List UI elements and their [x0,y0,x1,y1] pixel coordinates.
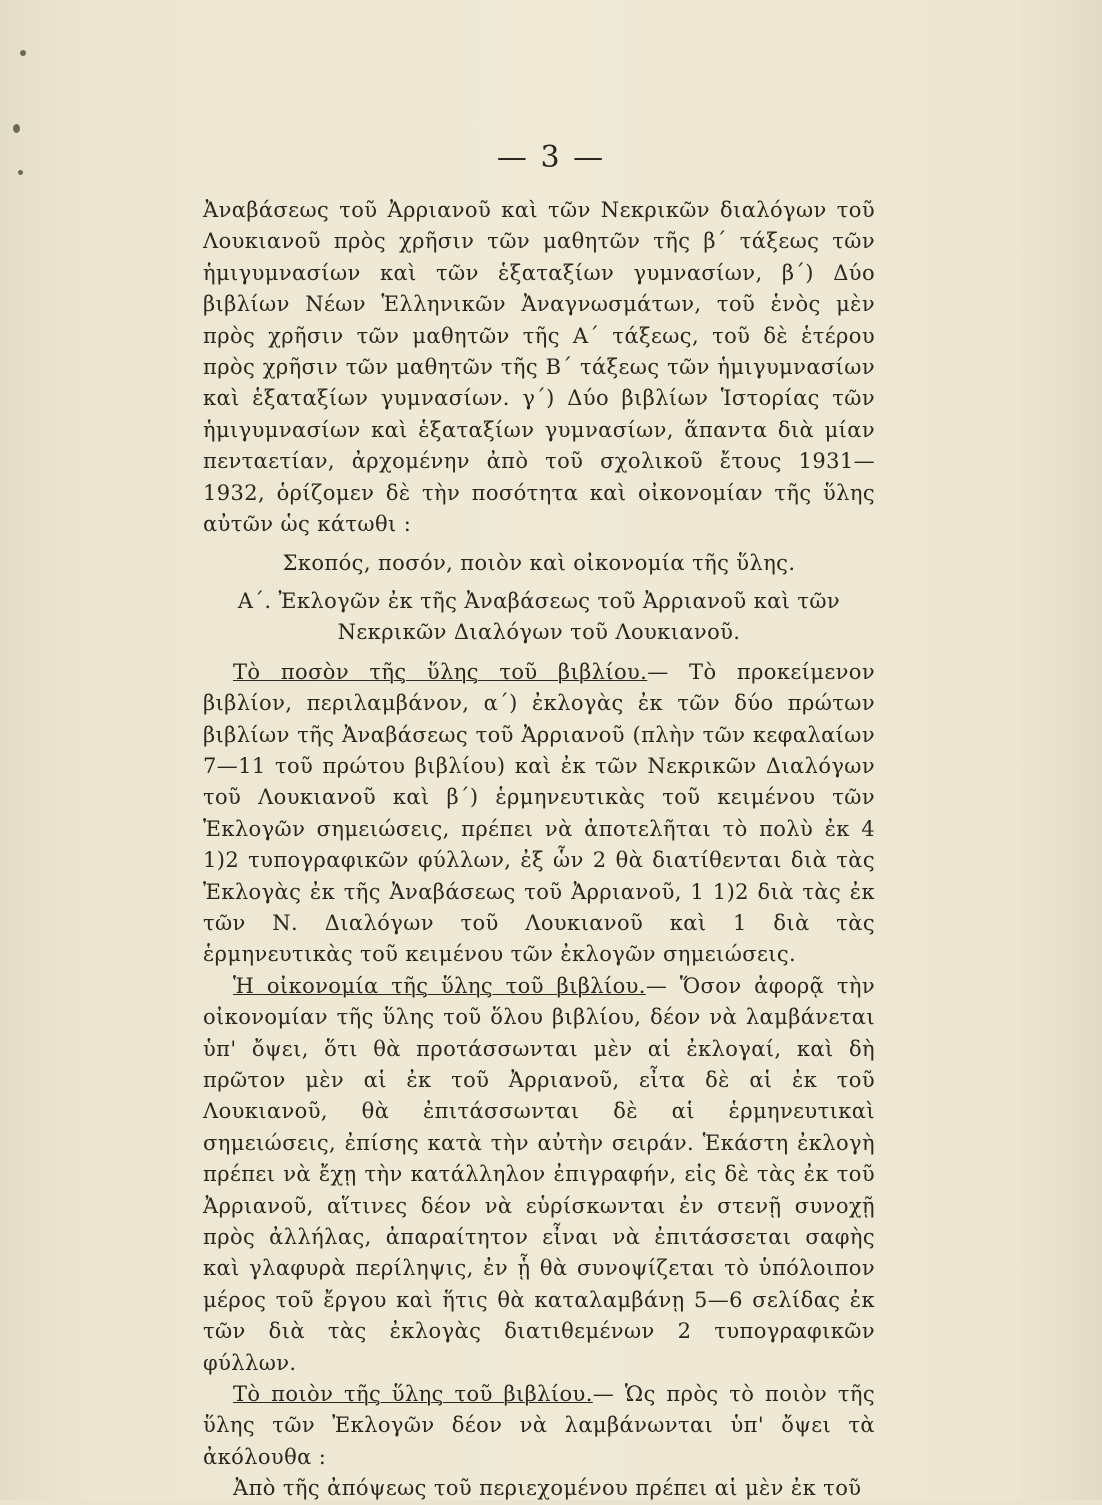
subsection-quantity [203,657,875,971]
intro-paragraph: Ἀναβάσεως τοῦ Ἀρριανοῦ καὶ τῶν Νεκρικῶν διαλόγων τοῦ Λουκιανοῦ πρὸς χρῆσιν τῶν μαθητῶν τῆς β΄ τάξεως τῶν ἡμιγυμνασίων καὶ τῶν ἑξαταξίων γυμνασίων, β΄) Δύο βιβλίων Νέων Ἑλληνικῶν Ἀναγνωσμάτων, τοῦ ἑνὸς μὲν πρὸς χρῆσιν τῶν μαθητῶν τῆς Α΄ τάξεως, τοῦ δὲ ἑτέρου πρὸς χρῆσιν τῶν μαθητῶν τῆς Β΄ τάξεως τῶν ἡμιγυμνασίων καὶ ἑξαταξίων γυμνασίων. γ΄) Δύο βιβλίων Ἱστορίας τῶν ἡμιγυμνασίων καὶ ἑξαταξίων γυμνασίων, ἅπαντα διὰ μίαν πενταετίαν, ἀρχομένην ἀπὸ τοῦ σχολικοῦ ἔτους 1931—1932, ὁρίζομεν δὲ τὴν ποσότητα καὶ οἰκονομίαν τῆς ὕλης αὐτῶν ὡς κάτωθι : [203,198,875,537]
subsection-text: — Ὅσον ἀφορᾷ τὴν οἰκονομίαν τῆς ὕλης τοῦ ὅλου βιβλίου, δέον νὰ λαμβάνεται ὑπ' ὄψει, ὅτι θὰ προτάσσωνται μὲν αἱ ἐκλογαί, καὶ δὴ πρῶτον μὲν αἱ ἐκ τοῦ Ἀρριανοῦ, εἶτα δὲ αἱ ἐκ τοῦ Λουκιανοῦ, θὰ ἐπιτάσσωνται δὲ αἱ ἑρμηνευτικαὶ σημειώσεις, ἐπίσης κατὰ τὴν αὐτὴν σειράν. Ἑκάστη ἐκλογὴ πρέπει νὰ ἔχῃ τὴν κατάλληλον ἐπιγραφήν, εἰς δὲ τὰς ἐκ τοῦ Ἀρριανοῦ, αἵτινες δέον νὰ εὑρίσκωνται ἐν στενῇ συνοχῇ πρὸς ἀλλήλας, ἀπαραίτητον εἶναι νὰ ἐπιτάσσεται σαφὴς καὶ γλαφυρὰ περίληψις, ἐν ᾗ θὰ συνοψίζεται τὸ ὑπόλοιπον μέρος τοῦ ἔργου καὶ ἥτις θὰ καταλαμβάνῃ 5—6 σελίδας ἐκ τῶν διὰ τὰς ἐκλογὰς διατιθεμένων 2 τυπογραφικῶν φύλλων. [203,973,875,1375]
body-text [203,195,875,1505]
subsection-lead: Τὸ ποσὸν τῆς ὕλης τοῦ βιβλίου. [233,659,648,684]
binding-hole-mark [13,124,20,133]
subsection-lead: Τὸ ποιὸν τῆς ὕλης τοῦ βιβλίου. [233,1382,593,1407]
subsection-quality [203,1379,875,1473]
subsection-text: — Ὡς πρὸς τὸ ποιὸν τῆς ὕλης τῶν Ἐκλογῶν δέον νὰ λαμβάνωνται ὑπ' ὄψει τὰ ἀκόλουθα : [203,1382,875,1469]
section-title: Σκοπός, ποσόν, ποιὸν καὶ οἰκονομία τῆς ὕλης. [282,551,796,576]
binding-hole-mark [20,50,26,56]
subsection-text: — Τὸ προκείμενον βιβλίον, περιλαμβάνον, α΄) ἐκλογὰς ἐκ τῶν δύο πρώτων βιβλίων τῆς Ἀναβάσεως τοῦ Ἀρριανοῦ (πλὴν τῶν κεφαλαίων 7—11 τοῦ πρώτου βιβλίου) καὶ ἐκ τῶν Νεκρικῶν Διαλόγων τοῦ Λουκιανοῦ καὶ β΄) ἑρμηνευτικὰς τοῦ κειμένου τῶν Ἐκλογῶν σημειώσεις, πρέπει νὰ ἀποτελῆται τὸ πολὺ ἐκ 4 1)2 τυπογραφικῶν φύλλων, ἐξ ὧν 2 θὰ διατίθενται διὰ τὰς Ἐκλογὰς ἐκ τῆς Ἀναβάσεως τοῦ Ἀρριανοῦ, 1 1)2 διὰ τὰς ἐκ τῶν Ν. Διαλόγων τοῦ Λουκιανοῦ καὶ 1 διὰ τὰς ἑρμηνευτικὰς τοῦ κειμένου τῶν ἐκλογῶν σημειώσεις. [203,659,875,967]
subsection-economy [203,971,875,1379]
subsection-lead: Ἡ οἰκονομία τῆς ὕλης τοῦ βιβλίου. [233,973,646,998]
page-number: — 3 — [496,140,606,175]
last-line: Ἀπὸ τῆς ἀπόψεως τοῦ περιεχομένου πρέπει αἱ μὲν ἐκ τοῦ [233,1476,862,1501]
section-subtitle: Α΄. Ἐκλογῶν ἐκ τῆς Ἀναβάσεως τοῦ Ἀρριανοῦ καὶ τῶν Νεκρικῶν Διαλόγων τοῦ Λουκιανοῦ. [237,588,841,645]
